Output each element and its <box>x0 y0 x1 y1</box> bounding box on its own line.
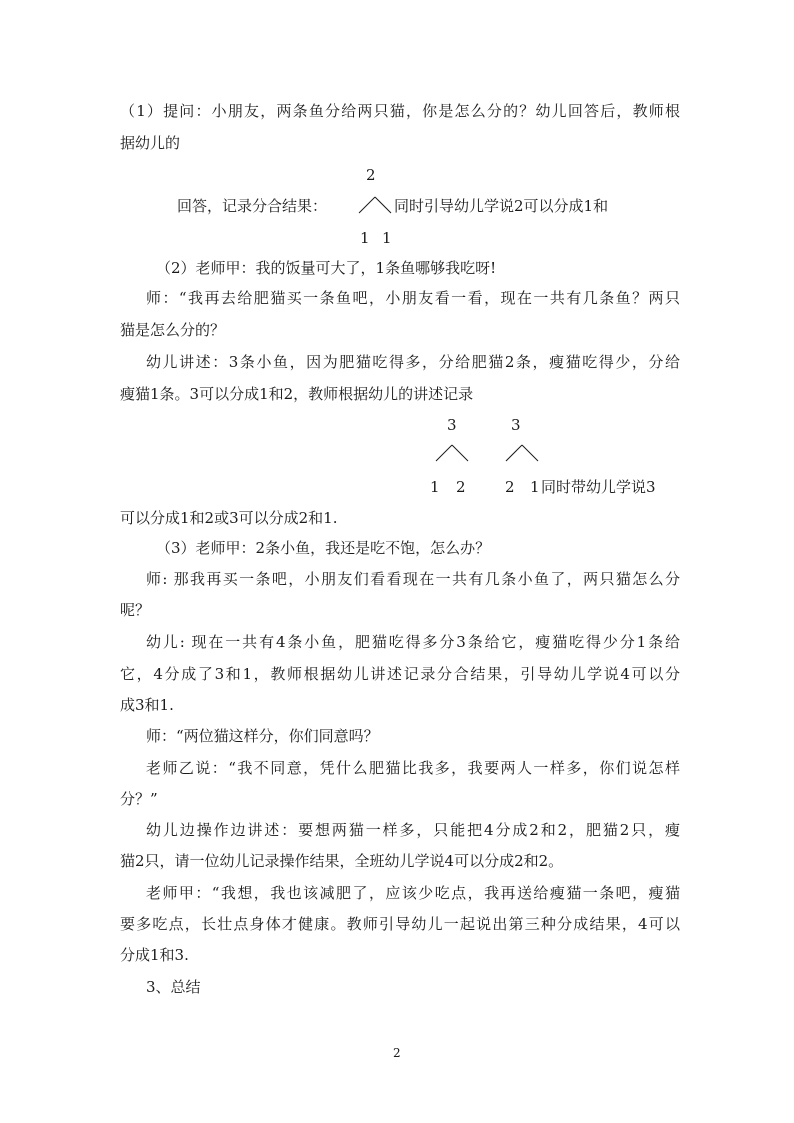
paragraph-line: 幼儿: 现在一共有4条小鱼，肥猫吃得多分3条给它，瘦猫吃得少分1条给 <box>146 633 680 651</box>
diagram-left-number: 1 <box>430 478 440 496</box>
diagram-suffix-text: 同时引导幼儿学说2可以分成1和 <box>394 197 609 215</box>
paragraph-line: 要多吃点，长壮点身体才健康。教师引导幼儿一起说出第三种分成结果，4可以 <box>120 915 680 933</box>
split-lines <box>505 444 539 462</box>
paragraph-line: 老师甲：“我想，我也该减肥了，应该少吃点，我再送给瘦猫一条吧，瘦猫 <box>146 884 680 902</box>
page-number: 2 <box>393 1046 401 1060</box>
paragraph-line: 师：“我再去给肥猫买一条鱼吧，小朋友看一看，现在一共有几条鱼？两只 <box>146 289 680 307</box>
split-lines <box>435 444 469 462</box>
paragraph-line: 据幼儿的 <box>120 134 181 152</box>
paragraph-line: （1）提问：小朋友，两条鱼分给两只猫，你是怎么分的？幼儿回答后，教师根 <box>120 102 680 120</box>
paragraph-line: 师：“两位猫这样分，你们同意吗？ <box>146 727 379 745</box>
diagram-right-number: 2 <box>456 478 466 496</box>
paragraph-line: 分？” <box>120 790 158 808</box>
diagram-top-number: 3 <box>511 416 521 434</box>
diagram-suffix-text: 同时带幼儿学说3 <box>541 478 656 496</box>
paragraph-line: 师: 那我再买一条吧，小朋友们看看现在一共有几条小鱼了，两只猫怎么分 <box>146 570 680 588</box>
paragraph-line: （3）老师甲：2条小鱼，我还是吃不饱，怎么办？ <box>156 539 491 557</box>
diagram-right-number: 1 <box>382 229 392 247</box>
diagram-left-number: 1 <box>360 229 370 247</box>
paragraph-line: 幼儿边操作边讲述：要想两猫一样多，只能把4分成2和2，肥猫2只，瘦 <box>146 821 680 839</box>
diagram-prefix-text: 回答，记录分合结果： <box>177 197 328 215</box>
split-lines <box>358 196 392 214</box>
paragraph-line: 呢？ <box>120 601 151 619</box>
paragraph-line: 猫2只，请一位幼儿记录操作结果，全班幼儿学说4可以分成2和2。 <box>120 852 564 870</box>
paragraph-line: 它，4分成了3和1，教师根据幼儿讲述记录分合结果，引导幼儿学说4可以分 <box>120 665 680 683</box>
diagram-top-number: 3 <box>447 416 457 434</box>
paragraph-line: 成3和1. <box>120 696 174 714</box>
paragraph-line: 瘦猫1条。3可以分成1和2，教师根据幼儿的讲述记录 <box>120 385 474 403</box>
section-heading: 3、总结 <box>146 978 201 996</box>
paragraph-line: 老师乙说：“我不同意，凭什么肥猫比我多，我要两人一样多，你们说怎样 <box>146 759 680 777</box>
paragraph-line: 幼儿讲述：3条小鱼，因为肥猫吃得多，分给肥猫2条，瘦猫吃得少，分给 <box>146 353 680 371</box>
paragraph-line: 猫是怎么分的？ <box>120 321 226 339</box>
diagram-left-number: 2 <box>505 478 515 496</box>
paragraph-line: 分成1和3. <box>120 946 189 964</box>
paragraph-line: （2）老师甲：我的饭量可大了，1条鱼哪够我吃呀! <box>156 259 497 277</box>
diagram-top-number: 2 <box>366 166 376 184</box>
paragraph-line: 可以分成1和2或3可以分成2和1. <box>120 509 338 527</box>
diagram-right-number: 1 <box>530 478 540 496</box>
